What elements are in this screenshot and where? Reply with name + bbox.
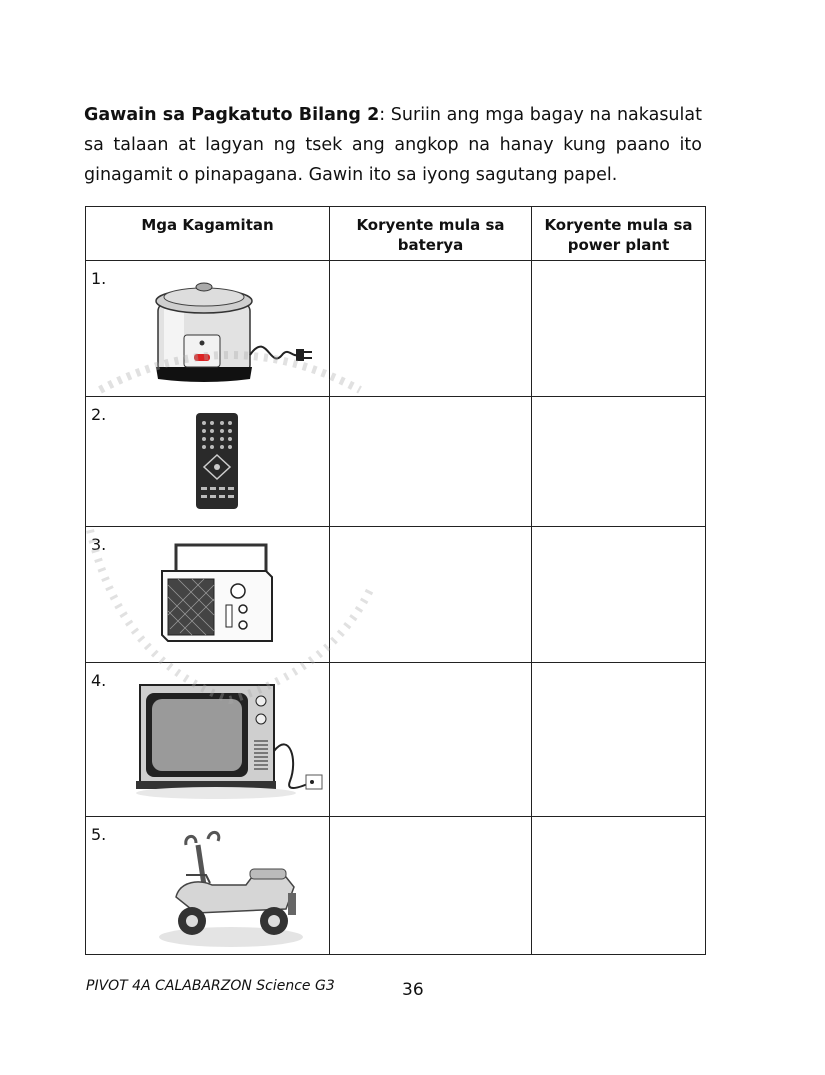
page-number: 36 (402, 980, 424, 1000)
activity-title: Gawain sa Pagkatuto Bilang 2 (84, 105, 380, 125)
row-number: 2. (91, 405, 107, 424)
row-number: 4. (91, 671, 107, 690)
power-plant-cell (532, 817, 706, 955)
instruction-text: : Suriin ang mga bagay na nakasulat sa talaan at lagyan ng tsek ang angkop na hanay kung paano ito ginagamit o pinapagana. Gawin ito sa iyong sagutang papel. (84, 105, 702, 185)
row-number: 3. (91, 535, 107, 554)
instruction-paragraph (84, 100, 702, 190)
header-power-plant: Koryente mula sa power plant (532, 207, 706, 261)
item-cell (86, 817, 330, 955)
table-row (86, 817, 706, 955)
table-header-row (86, 207, 706, 261)
header-battery: Koryente mula sa baterya (330, 207, 532, 261)
header-items: Mga Kagamitan (86, 207, 330, 261)
footer-source: PIVOT 4A CALABARZON Science G3 (86, 978, 335, 994)
power-plant-cell (532, 261, 706, 397)
row-number: 5. (91, 825, 107, 844)
power-plant-cell (532, 527, 706, 663)
power-plant-cell (532, 397, 706, 527)
seal-watermark (80, 330, 380, 750)
toy-motorcycle-icon (156, 825, 306, 949)
power-plant-cell (532, 663, 706, 817)
row-number: 1. (91, 269, 107, 288)
battery-cell (330, 817, 532, 955)
